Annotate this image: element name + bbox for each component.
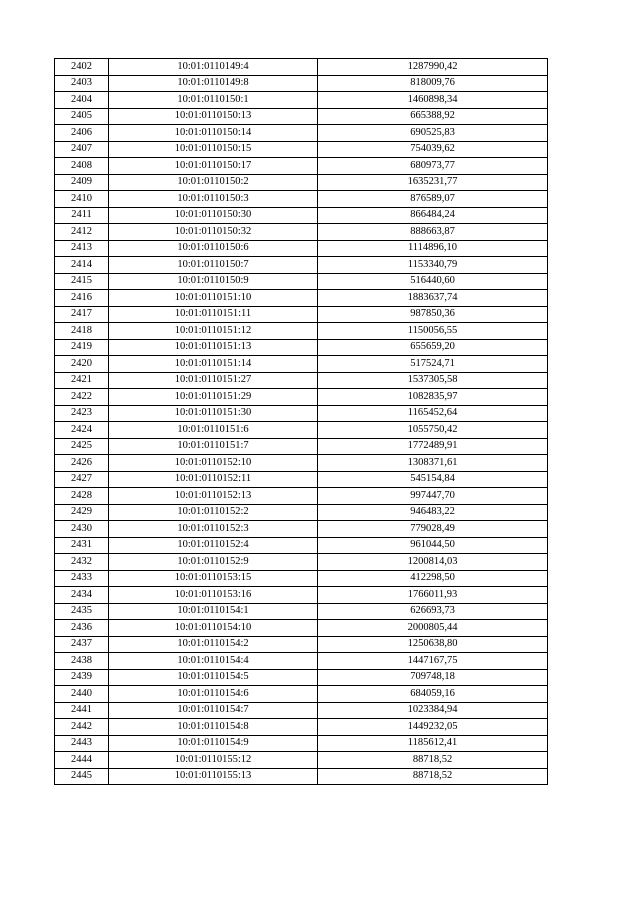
cadastral-number-cell: 10:01:0110154:5 <box>109 669 318 686</box>
table-row <box>55 686 548 703</box>
value-cell: 517524,71 <box>318 356 548 373</box>
cadastral-number-cell: 10:01:0110150:2 <box>109 174 318 191</box>
row-number-cell: 2410 <box>55 191 109 208</box>
table-row <box>55 290 548 307</box>
table-row <box>55 636 548 653</box>
row-number-cell: 2409 <box>55 174 109 191</box>
table-row <box>55 92 548 109</box>
row-number-cell: 2431 <box>55 537 109 554</box>
cadastral-number-cell: 10:01:0110150:6 <box>109 240 318 257</box>
value-cell: 876589,07 <box>318 191 548 208</box>
cadastral-number-cell: 10:01:0110151:7 <box>109 438 318 455</box>
table-row <box>55 620 548 637</box>
row-number-cell: 2408 <box>55 158 109 175</box>
row-number-cell: 2432 <box>55 554 109 571</box>
value-cell: 1055750,42 <box>318 422 548 439</box>
cadastral-number-cell: 10:01:0110152:13 <box>109 488 318 505</box>
table-row <box>55 537 548 554</box>
table-row <box>55 405 548 422</box>
table-row <box>55 603 548 620</box>
table-row <box>55 75 548 92</box>
value-cell: 88718,52 <box>318 752 548 769</box>
value-cell: 680973,77 <box>318 158 548 175</box>
row-number-cell: 2412 <box>55 224 109 241</box>
cadastral-number-cell: 10:01:0110151:6 <box>109 422 318 439</box>
table-row <box>55 768 548 785</box>
row-number-cell: 2445 <box>55 768 109 785</box>
table-row <box>55 273 548 290</box>
value-cell: 1883637,74 <box>318 290 548 307</box>
cadastral-number-cell: 10:01:0110149:8 <box>109 75 318 92</box>
cadastral-number-cell: 10:01:0110151:13 <box>109 339 318 356</box>
table-body <box>55 59 548 785</box>
cadastral-number-cell: 10:01:0110150:9 <box>109 273 318 290</box>
cadastral-number-cell: 10:01:0110154:10 <box>109 620 318 637</box>
table-row <box>55 224 548 241</box>
table-row <box>55 174 548 191</box>
cadastral-number-cell: 10:01:0110151:29 <box>109 389 318 406</box>
table-row <box>55 653 548 670</box>
value-cell: 1150056,55 <box>318 323 548 340</box>
value-cell: 1537305,58 <box>318 372 548 389</box>
row-number-cell: 2429 <box>55 504 109 521</box>
row-number-cell: 2425 <box>55 438 109 455</box>
row-number-cell: 2411 <box>55 207 109 224</box>
value-cell: 1460898,34 <box>318 92 548 109</box>
table-row <box>55 488 548 505</box>
value-cell: 1772489,91 <box>318 438 548 455</box>
value-cell: 1165452,64 <box>318 405 548 422</box>
row-number-cell: 2406 <box>55 125 109 142</box>
table-row <box>55 372 548 389</box>
row-number-cell: 2434 <box>55 587 109 604</box>
table-row <box>55 587 548 604</box>
row-number-cell: 2404 <box>55 92 109 109</box>
value-cell: 1082835,97 <box>318 389 548 406</box>
cadastral-number-cell: 10:01:0110150:7 <box>109 257 318 274</box>
row-number-cell: 2436 <box>55 620 109 637</box>
table-row <box>55 389 548 406</box>
value-cell: 545154,84 <box>318 471 548 488</box>
table-row <box>55 240 548 257</box>
row-number-cell: 2423 <box>55 405 109 422</box>
cadastral-number-cell: 10:01:0110152:10 <box>109 455 318 472</box>
cadastral-number-cell: 10:01:0110150:13 <box>109 108 318 125</box>
cadastral-number-cell: 10:01:0110150:1 <box>109 92 318 109</box>
value-cell: 516440,60 <box>318 273 548 290</box>
value-cell: 1185612,41 <box>318 735 548 752</box>
row-number-cell: 2443 <box>55 735 109 752</box>
table-row <box>55 141 548 158</box>
table-row <box>55 554 548 571</box>
table-row <box>55 471 548 488</box>
value-cell: 866484,24 <box>318 207 548 224</box>
value-cell: 626693,73 <box>318 603 548 620</box>
value-cell: 412298,50 <box>318 570 548 587</box>
row-number-cell: 2414 <box>55 257 109 274</box>
row-number-cell: 2420 <box>55 356 109 373</box>
cadastral-number-cell: 10:01:0110154:8 <box>109 719 318 736</box>
cadastral-number-cell: 10:01:0110152:3 <box>109 521 318 538</box>
row-number-cell: 2403 <box>55 75 109 92</box>
value-cell: 754039,62 <box>318 141 548 158</box>
table-row <box>55 669 548 686</box>
table-row <box>55 735 548 752</box>
row-number-cell: 2413 <box>55 240 109 257</box>
table-row <box>55 125 548 142</box>
row-number-cell: 2407 <box>55 141 109 158</box>
table-row <box>55 257 548 274</box>
row-number-cell: 2422 <box>55 389 109 406</box>
value-cell: 1153340,79 <box>318 257 548 274</box>
value-cell: 779028,49 <box>318 521 548 538</box>
row-number-cell: 2437 <box>55 636 109 653</box>
cadastral-number-cell: 10:01:0110152:9 <box>109 554 318 571</box>
table-row <box>55 438 548 455</box>
value-cell: 1114896,10 <box>318 240 548 257</box>
table-row <box>55 158 548 175</box>
row-number-cell: 2438 <box>55 653 109 670</box>
cadastral-number-cell: 10:01:0110150:17 <box>109 158 318 175</box>
table-row <box>55 719 548 736</box>
row-number-cell: 2421 <box>55 372 109 389</box>
cadastral-number-cell: 10:01:0110151:11 <box>109 306 318 323</box>
table-row <box>55 752 548 769</box>
cadastral-number-cell: 10:01:0110153:16 <box>109 587 318 604</box>
value-cell: 665388,92 <box>318 108 548 125</box>
value-cell: 2000805,44 <box>318 620 548 637</box>
value-cell: 88718,52 <box>318 768 548 785</box>
row-number-cell: 2435 <box>55 603 109 620</box>
row-number-cell: 2428 <box>55 488 109 505</box>
row-number-cell: 2427 <box>55 471 109 488</box>
cadastral-number-cell: 10:01:0110151:27 <box>109 372 318 389</box>
table-row <box>55 59 548 76</box>
table-row <box>55 702 548 719</box>
table-row <box>55 504 548 521</box>
table-row <box>55 323 548 340</box>
row-number-cell: 2405 <box>55 108 109 125</box>
cadastral-number-cell: 10:01:0110153:15 <box>109 570 318 587</box>
value-cell: 961044,50 <box>318 537 548 554</box>
value-cell: 1308371,61 <box>318 455 548 472</box>
cadastral-number-cell: 10:01:0110154:9 <box>109 735 318 752</box>
cadastral-number-cell: 10:01:0110154:7 <box>109 702 318 719</box>
table-row <box>55 570 548 587</box>
row-number-cell: 2440 <box>55 686 109 703</box>
value-cell: 1766011,93 <box>318 587 548 604</box>
row-number-cell: 2444 <box>55 752 109 769</box>
table-row <box>55 455 548 472</box>
value-cell: 1447167,75 <box>318 653 548 670</box>
table-row <box>55 207 548 224</box>
row-number-cell: 2442 <box>55 719 109 736</box>
cadastral-number-cell: 10:01:0110155:13 <box>109 768 318 785</box>
value-cell: 1023384,94 <box>318 702 548 719</box>
row-number-cell: 2439 <box>55 669 109 686</box>
row-number-cell: 2441 <box>55 702 109 719</box>
row-number-cell: 2418 <box>55 323 109 340</box>
row-number-cell: 2415 <box>55 273 109 290</box>
value-cell: 987850,36 <box>318 306 548 323</box>
value-cell: 1635231,77 <box>318 174 548 191</box>
value-cell: 684059,16 <box>318 686 548 703</box>
cadastral-number-cell: 10:01:0110151:12 <box>109 323 318 340</box>
value-cell: 1200814,03 <box>318 554 548 571</box>
cadastral-number-cell: 10:01:0110155:12 <box>109 752 318 769</box>
cadastral-number-cell: 10:01:0110151:30 <box>109 405 318 422</box>
row-number-cell: 2430 <box>55 521 109 538</box>
cadastral-number-cell: 10:01:0110152:4 <box>109 537 318 554</box>
cadastral-number-cell: 10:01:0110152:2 <box>109 504 318 521</box>
row-number-cell: 2419 <box>55 339 109 356</box>
cadastral-number-cell: 10:01:0110154:6 <box>109 686 318 703</box>
cadastral-number-cell: 10:01:0110150:3 <box>109 191 318 208</box>
row-number-cell: 2433 <box>55 570 109 587</box>
table-row <box>55 108 548 125</box>
row-number-cell: 2402 <box>55 59 109 76</box>
cadastral-number-cell: 10:01:0110150:15 <box>109 141 318 158</box>
table-row <box>55 422 548 439</box>
cadastral-number-cell: 10:01:0110150:14 <box>109 125 318 142</box>
data-table <box>54 58 548 785</box>
table-row <box>55 356 548 373</box>
row-number-cell: 2416 <box>55 290 109 307</box>
value-cell: 818009,76 <box>318 75 548 92</box>
table-row <box>55 191 548 208</box>
cadastral-number-cell: 10:01:0110152:11 <box>109 471 318 488</box>
value-cell: 1250638,80 <box>318 636 548 653</box>
value-cell: 1449232,05 <box>318 719 548 736</box>
cadastral-number-cell: 10:01:0110150:30 <box>109 207 318 224</box>
cadastral-number-cell: 10:01:0110151:14 <box>109 356 318 373</box>
value-cell: 655659,20 <box>318 339 548 356</box>
cadastral-number-cell: 10:01:0110154:1 <box>109 603 318 620</box>
value-cell: 997447,70 <box>318 488 548 505</box>
table-row <box>55 306 548 323</box>
cadastral-number-cell: 10:01:0110150:32 <box>109 224 318 241</box>
cadastral-number-cell: 10:01:0110154:4 <box>109 653 318 670</box>
value-cell: 1287990,42 <box>318 59 548 76</box>
row-number-cell: 2417 <box>55 306 109 323</box>
cadastral-number-cell: 10:01:0110154:2 <box>109 636 318 653</box>
value-cell: 709748,18 <box>318 669 548 686</box>
cadastral-number-cell: 10:01:0110151:10 <box>109 290 318 307</box>
value-cell: 690525,83 <box>318 125 548 142</box>
value-cell: 888663,87 <box>318 224 548 241</box>
value-cell: 946483,22 <box>318 504 548 521</box>
row-number-cell: 2426 <box>55 455 109 472</box>
table-row <box>55 339 548 356</box>
cadastral-number-cell: 10:01:0110149:4 <box>109 59 318 76</box>
table-row <box>55 521 548 538</box>
row-number-cell: 2424 <box>55 422 109 439</box>
